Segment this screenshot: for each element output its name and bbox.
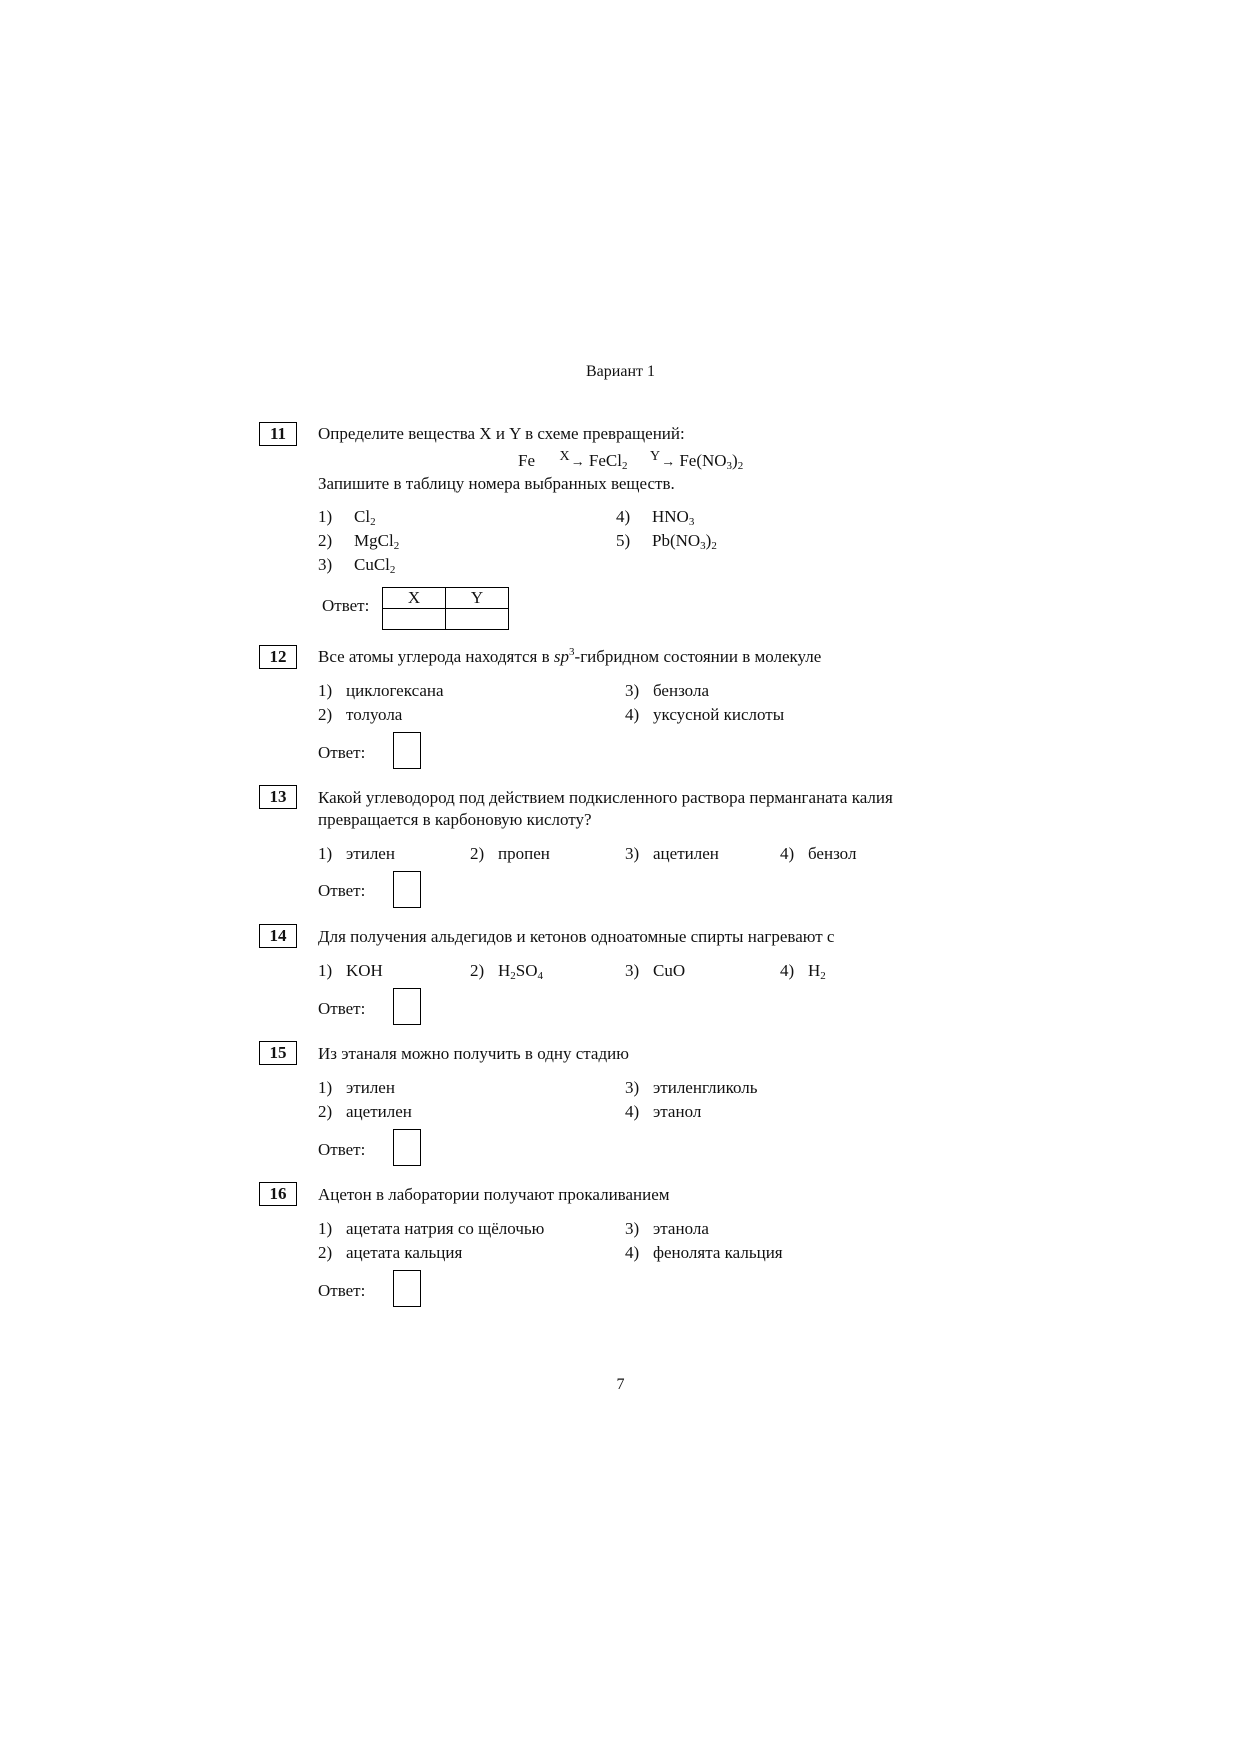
page-header: Вариант 1 <box>586 363 655 380</box>
question-number-12: 12 <box>259 645 297 669</box>
q14-option-1: 1) KOH <box>318 961 383 980</box>
q11-answer-cell-y[interactable] <box>446 609 509 630</box>
q12-option-3: 3) бензола <box>625 681 709 700</box>
q11-option-4: 4) $HNO_3$ <box>616 507 695 528</box>
q13-answer-box[interactable] <box>393 871 421 908</box>
q12-answer-label: Ответ: <box>318 743 366 762</box>
q12-option-1: 1) циклогексана <box>318 681 444 700</box>
q15-option-2: 2) ацетилен <box>318 1102 412 1121</box>
q16-option-3: 3) этанола <box>625 1219 709 1238</box>
q11-table-header-y: Y <box>446 588 509 609</box>
q14-option-3: 3) CuO <box>625 961 686 980</box>
scheme-fecl2: FeCl$_2$ <box>588 451 628 472</box>
q12-option-4: 4) уксусной кислоты <box>625 705 785 724</box>
question-14-text: Для получения альдегидов и кетонов одноатомные спирты нагревают с <box>318 927 835 946</box>
scheme-fe: Fe <box>518 451 535 470</box>
scheme-fe-no3-2: $Fe(NO_3)_2$ <box>679 451 744 472</box>
question-15-text: Из этаналя можно получить в одну стадию <box>318 1044 629 1063</box>
scheme-arrow-2: → <box>661 455 676 470</box>
q11-answer-table <box>382 587 509 630</box>
question-12-text: Все атомы углерода находятся в $sp^3$-гибридном состоянии в молекуле <box>318 646 822 666</box>
q14-answer-box[interactable] <box>393 988 421 1025</box>
q12-option-2: 2) толуола <box>318 705 403 724</box>
question-number-14: 14 <box>259 924 297 948</box>
scheme-y-label: Y <box>649 449 661 464</box>
question-11-text: Определите вещества X и Y в схеме превращений: <box>318 424 685 443</box>
q11-option-5: 5) $Pb(NO_3)_2$ <box>616 531 717 552</box>
question-number-15: 15 <box>259 1041 297 1065</box>
q11-option-3: 3) CuCl$_2$ <box>318 555 396 576</box>
q12-answer-box[interactable] <box>393 732 421 769</box>
question-13-text-line2: превращается в карбоновую кислоту? <box>318 810 592 829</box>
scheme-x-label: X <box>559 449 570 464</box>
q13-option-3: 3) ацетилен <box>625 844 719 863</box>
q15-option-1: 1) этилен <box>318 1078 395 1097</box>
question-number-11: 11 <box>259 422 297 446</box>
q16-answer-label: Ответ: <box>318 1281 366 1300</box>
question-number-16: 16 <box>259 1182 297 1206</box>
question-16-text: Ацетон в лаборатории получают прокаливанием <box>318 1185 670 1204</box>
q15-answer-label: Ответ: <box>318 1140 366 1159</box>
q13-option-2: 2) пропен <box>470 844 550 863</box>
q16-option-2: 2) ацетата кальция <box>318 1243 463 1262</box>
q16-answer-box[interactable] <box>393 1270 421 1307</box>
page-number: 7 <box>616 1376 625 1393</box>
q15-answer-box[interactable] <box>393 1129 421 1166</box>
q14-option-2: 2) $H_2SO_4$ <box>470 961 544 982</box>
scheme-arrow-1: → <box>570 455 585 470</box>
q11-answer-cell-x[interactable] <box>383 609 446 630</box>
q16-option-4: 4) фенолята кальция <box>625 1243 783 1262</box>
q14-answer-label: Ответ: <box>318 999 366 1018</box>
question-11-scheme <box>518 449 744 472</box>
q13-answer-label: Ответ: <box>318 881 366 900</box>
q11-table-header-x: X <box>383 588 446 609</box>
q13-option-4: 4) бензол <box>780 844 857 863</box>
q15-option-3: 3) этиленгликоль <box>625 1078 758 1097</box>
q15-option-4: 4) этанол <box>625 1102 702 1121</box>
q11-option-2: 2) MgCl$_2$ <box>318 531 400 552</box>
q11-option-1: 1) $Cl_2$ <box>318 507 376 528</box>
q14-option-4: 4) $H_2$ <box>780 961 826 982</box>
question-number-13: 13 <box>259 785 297 809</box>
question-13-text-line1: Какой углеводород под действием подкисленного раствора перманганата калия <box>318 788 893 807</box>
q16-option-1: 1) ацетата натрия со щёлочью <box>318 1219 545 1238</box>
question-11-instruction: Запишите в таблицу номера выбранных веществ. <box>318 474 675 493</box>
q13-option-1: 1) этилен <box>318 844 395 863</box>
q11-answer-label: Ответ: <box>322 596 370 615</box>
